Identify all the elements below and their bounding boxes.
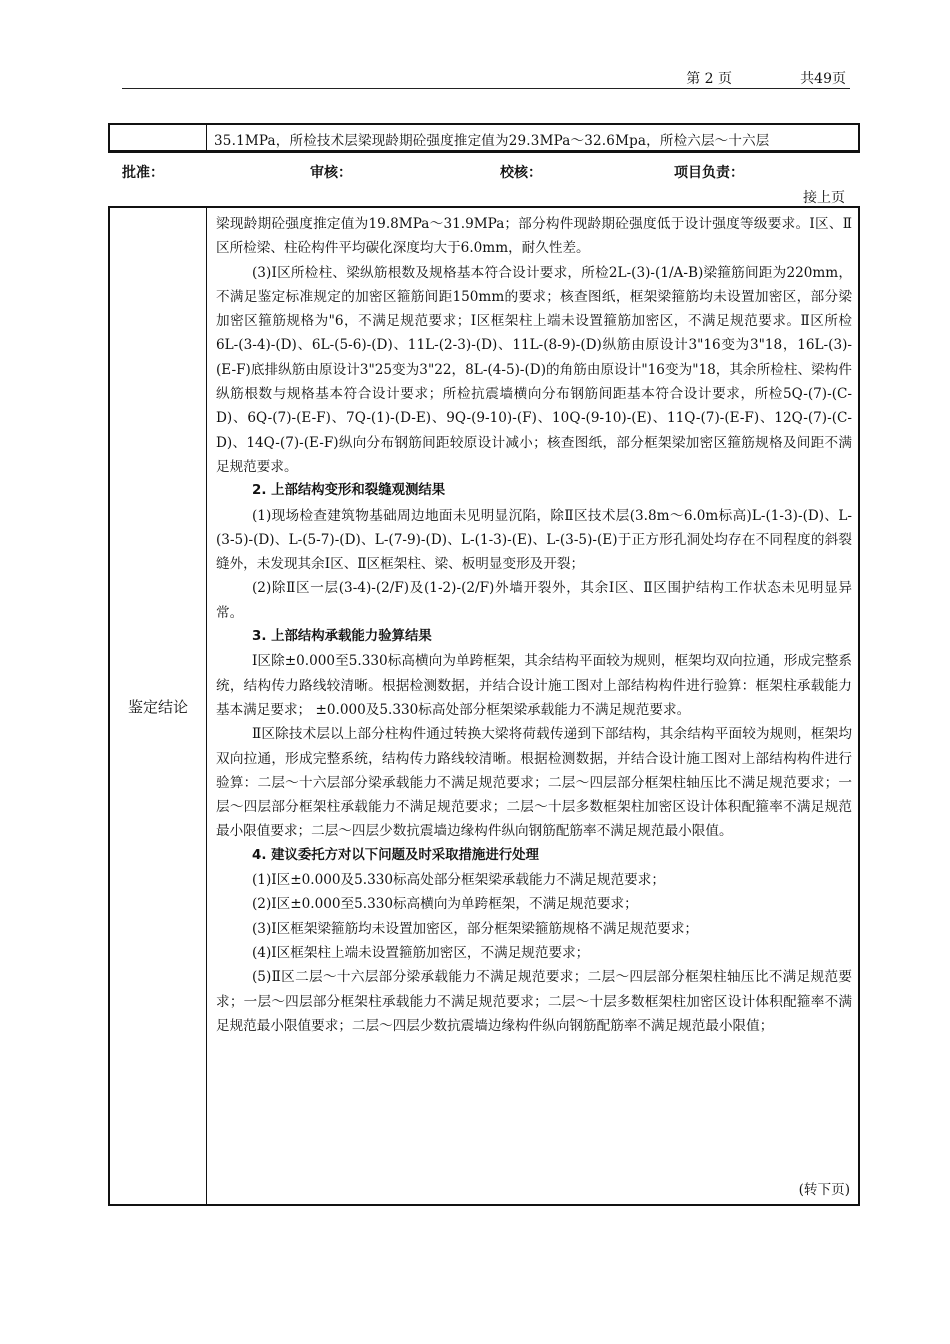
paragraph-capacity-zone1: Ⅰ区除±0.000至5.330标高横向为单跨框架，其余结构平面较为规则，框架均双向拉通，形成完整系统，结构传力路线较清晰。根据检测数据，并结合设计施工图对上部结构构件进行验算：框架柱承载能力基本满足要求； ±0.000及5.330标高处部分框架梁承载能力不满足规范要求。 (216, 653, 852, 718)
project-lead-label: 项目负责： (674, 165, 744, 181)
review-label: 审核： (310, 165, 352, 181)
recommendation-4: (4)Ⅰ区框架柱上端未设置箍筋加密区，不满足规范要求； (252, 944, 590, 961)
conclusion-content (216, 212, 852, 1038)
approve-label: 批准： (122, 165, 164, 181)
paragraph-continued: 梁现龄期砼强度推定值为19.8MPa～31.9MPa；部分构件现龄期砼强度低于设计强度等级要求。Ⅰ区、Ⅱ区所检梁、柱砼构件平均碳化深度均大于6.0mm，耐久性差。 (216, 216, 852, 257)
recommendation-5: (5)Ⅱ区二层～十六层部分梁承载能力不满足规范要求；二层～四层部分框架柱轴压比不满足规范要求；一层～四层部分框架柱承载能力不满足规范要求；二层～十层多数框架柱加密区设计体积配箍率不满足规范最小限值要求；二层～四层少数抗震墙边缘构件纵向钢筋配筋率不满足规范最小限值； (216, 969, 852, 1034)
recommendation-2: (2)Ⅰ区±0.000至5.330标高横向为单跨框架，不满足规范要求； (252, 896, 638, 913)
top-label-cell (110, 125, 207, 150)
heading-deformation: 2. 上部结构变形和裂缝观测结果 (252, 483, 446, 499)
page-header (122, 62, 850, 89)
paragraph-deformation-1: (1)现场检查建筑物基础周边地面未见明显沉陷，除Ⅱ区技术层(3.8m～6.0m标高)L-(1-3)-(D)、L-(3-5)-(D)、L-(5-7)-(D)、L-(7-9)-(D)、L-(1-3)-(E)、L-(3-5)-(E)于正方形孔洞处均存在不同程度的斜裂缝外，未发现其余Ⅰ区、Ⅱ区框架柱、梁、板明显变形及开裂； (216, 507, 852, 573)
label-column (110, 208, 207, 1204)
heading-recommendations: 4. 建议委托方对以下问题及时采取措施进行处理 (252, 847, 539, 863)
signature-row (108, 151, 860, 183)
paragraph-item-3: (3)Ⅰ区所检柱、梁纵筋根数及规格基本符合设计要求，所检2L-(3)-(1/A-B)梁箍筋间距为220mm，不满足鉴定标准规定的加密区箍筋间距150mm的要求；核查图纸，框架梁箍筋均未设置加密区，部分梁加密区箍筋规格为"6，不满足规范要求；Ⅰ区框架柱上端未设置箍筋加密区，不满足规范要求。Ⅱ区所检6L-(3-4)-(D)、6L-(5-6)-(D)、11L-(2-3)-(D)、11L-(8-9)-(D)纵筋由原设计3"16变为3"18，16L-(3)-(E-F)底排纵筋由原设计3"25变为3"22，8L-(4-5)-(D)的角筋由原设计"16变为"18，其余所检柱、梁构件纵筋根数与规格基本符合设计要求；所检抗震墙横向分布钢筋间距基本符合设计要求，所检5Q-(7)-(C-D)、6Q-(7)-(E-F)、7Q-(1)-(D-E)、9Q-(9-10)-(F)、10Q-(9-10)-(E)、11Q-(7)-(E-F)、12Q-(7)-(C-D)、14Q-(7)-(E-F)纵向分布钢筋间距较原设计减小；核查图纸，部分框架梁加密区箍筋规格及间距不满足规范要求。 (216, 264, 852, 475)
page-total: 共49页 (800, 71, 846, 87)
turn-page-label: (转下页) (798, 1182, 850, 1198)
paragraph-deformation-2: (2)除Ⅱ区一层(3-4)-(2/F)及(1-2)-(2/F)外墙开裂外，其余Ⅰ区、Ⅱ区围护结构工作状态未见明显异常。 (216, 580, 852, 621)
top-table-row (108, 123, 860, 151)
continued-label: 接上页 (803, 190, 845, 206)
recommendation-3: (3)Ⅰ区框架梁箍筋均未设置加密区，部分框架梁箍筋规格不满足规范要求； (252, 920, 699, 937)
check-label: 校核： (500, 165, 542, 181)
section-label: 鉴定结论 (127, 698, 188, 716)
heading-capacity: 3. 上部结构承载能力验算结果 (252, 629, 432, 645)
recommendation-1: (1)Ⅰ区±0.000及5.330标高处部分框架梁承载能力不满足规范要求； (252, 872, 665, 889)
top-row-text: 35.1MPa，所检技术层梁现龄期砼强度推定值为29.3MPa～32.6Mpa，所检六层～十六层 (214, 133, 770, 149)
conclusion-table (108, 206, 860, 1206)
paragraph-capacity-zone2: Ⅱ区除技术层以上部分柱构件通过转换大梁将荷载传递到下部结构，其余结构平面较为规则，框架均双向拉通，形成完整系统，结构传力路线较清晰。根据检测数据，并结合设计施工图对上部结构构件进行验算：二层～十六层部分梁承载能力不满足规范要求；二层～四层部分框架柱轴压比不满足规范要求；一层～四层部分框架柱承载能力不满足规范要求；二层～十层多数框架柱加密区设计体积配箍率不满足规范最小限值要求；二层～四层少数抗震墙边缘构件纵向钢筋配筋率不满足规范最小限值。 (216, 726, 852, 840)
page-number: 第 2 页 (686, 71, 732, 87)
